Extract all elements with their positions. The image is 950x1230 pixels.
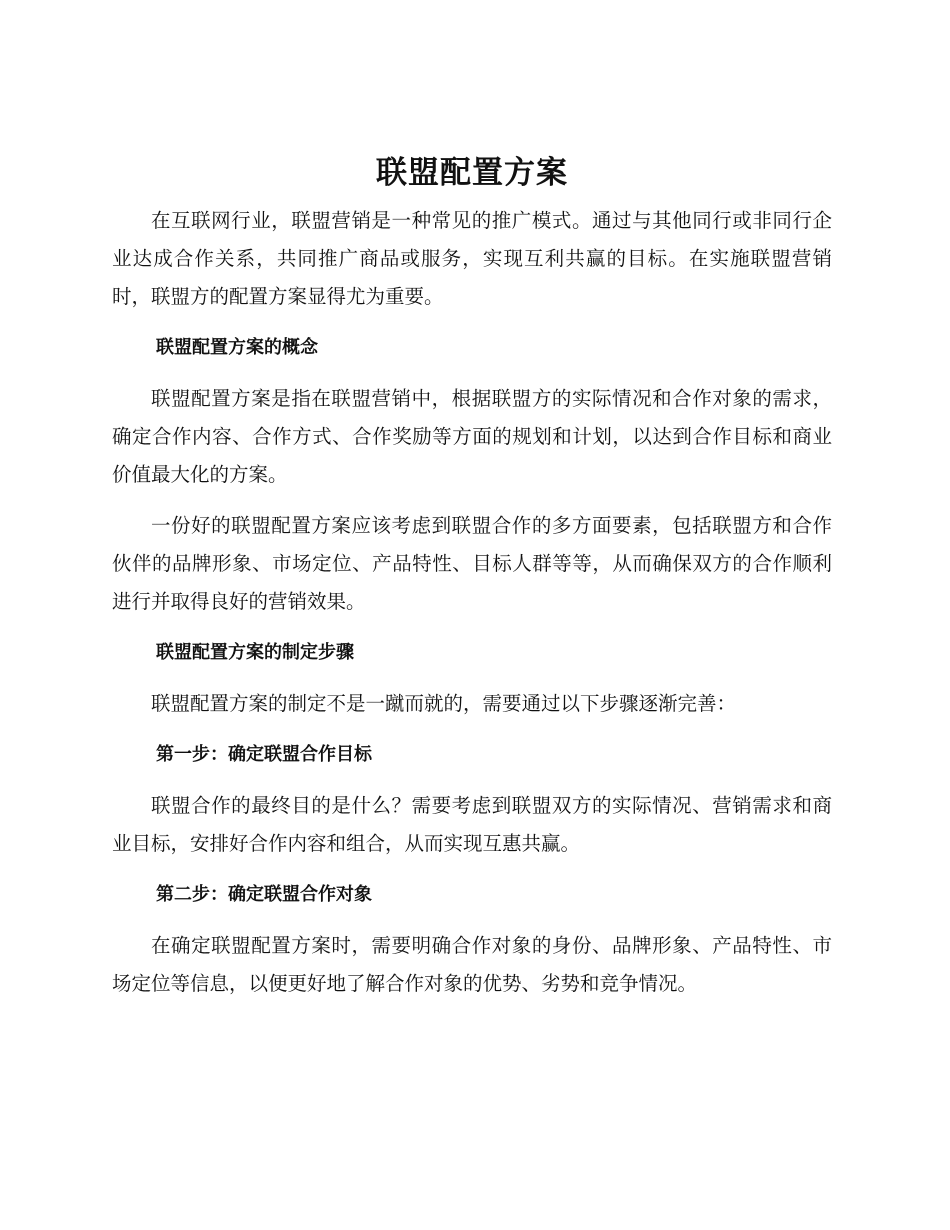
concept-paragraph-1: 联盟配置方案是指在联盟营销中，根据联盟方的实际情况和合作对象的需求，确定合作内容、合作方式、合作奖励等方面的规划和计划，以达到合作目标和商业价值最大化的方案。 (112, 387, 832, 486)
step-2-heading: 第二步：确定联盟合作对象 (156, 884, 372, 905)
steps-intro-paragraph: 联盟配置方案的制定不是一蹴而就的，需要通过以下步骤逐渐完善： (151, 692, 737, 715)
step-2-paragraph: 在确定联盟配置方案时，需要明确合作对象的身份、品牌形象、产品特性、市场定位等信息，以便更好地了解合作对象的优势、劣势和竞争情况。 (112, 934, 832, 995)
document-title: 联盟配置方案 (376, 155, 568, 191)
section-heading-concept: 联盟配置方案的概念 (156, 337, 318, 358)
concept-paragraph-2: 一份好的联盟配置方案应该考虑到联盟合作的多方面要素，包括联盟方和合作伙伴的品牌形象、市场定位、产品特性、目标人群等等，从而确保双方的合作顺利进行并取得良好的营销效果。 (112, 514, 832, 613)
intro-paragraph: 在互联网行业，联盟营销是一种常见的推广模式。通过与其他同行或非同行企业达成合作关系，共同推广商品或服务，实现互利共赢的目标。在实施联盟营销时，联盟方的配置方案显得尤为重要。 (112, 209, 832, 308)
step-1-paragraph: 联盟合作的最终目的是什么？需要考虑到联盟双方的实际情况、营销需求和商业目标，安排好合作内容和组合，从而实现互惠共赢。 (112, 794, 832, 855)
step-1-heading: 第一步：确定联盟合作目标 (156, 744, 372, 765)
document-body (112, 150, 832, 1016)
section-heading-steps: 联盟配置方案的制定步骤 (156, 642, 354, 663)
